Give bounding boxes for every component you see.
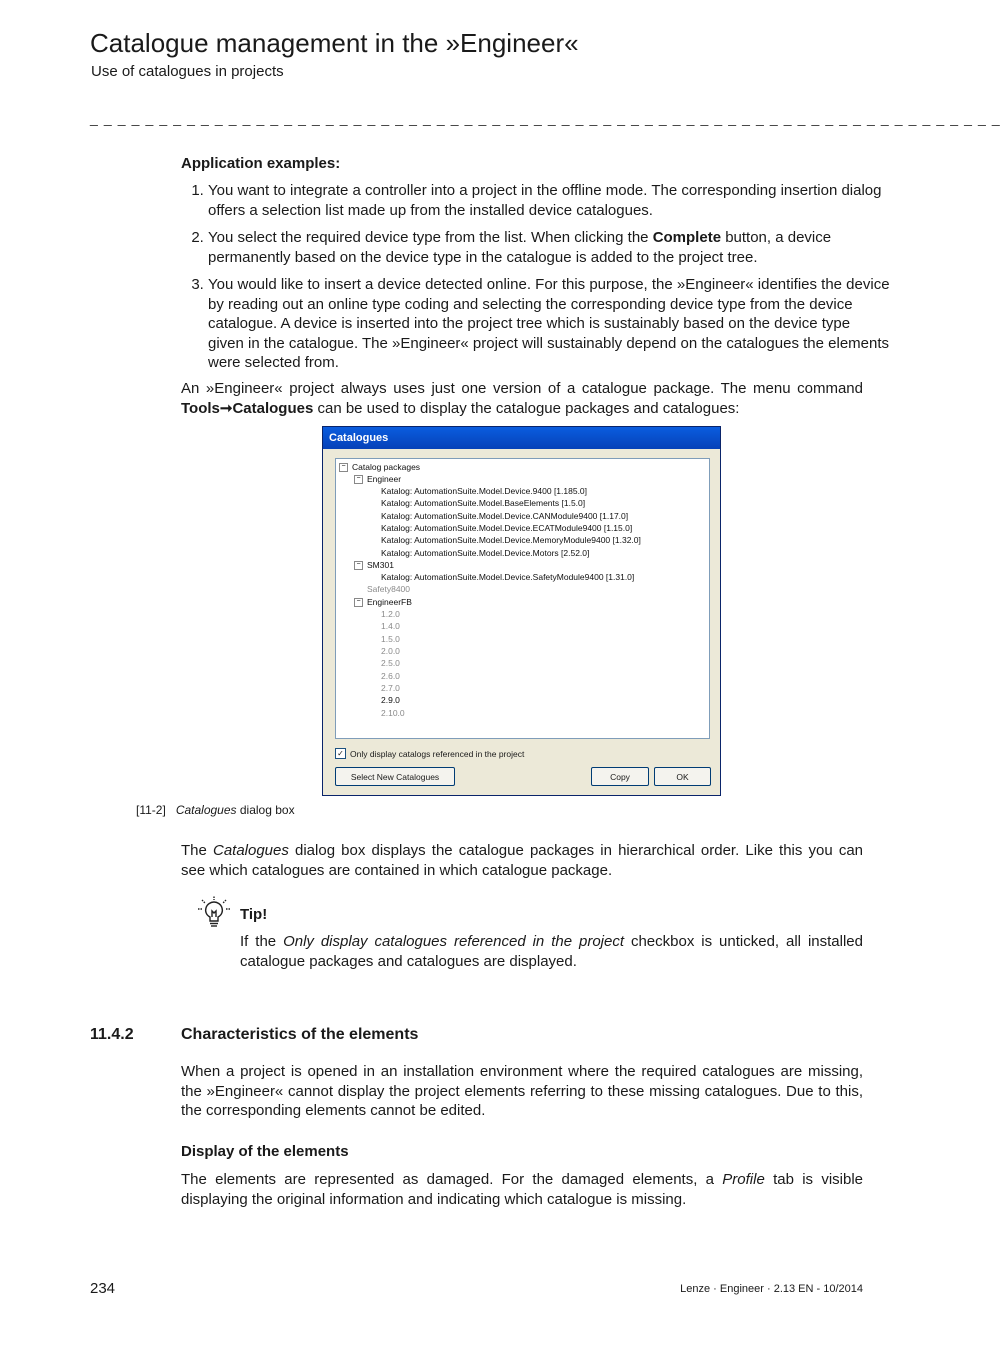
checkbox-label: Only display catalogs referenced in the project [350,748,525,759]
select-new-catalogues-button[interactable]: Select New Catalogues [335,767,455,786]
tree-node[interactable]: 1.5.0 [381,634,400,644]
tree-label: Catalog packages [352,462,421,472]
tree-label: Engineer [367,474,402,484]
paragraph-text: An »Engineer« project always uses just one version of a catalogue package. The menu command [181,380,863,397]
lightbulb-icon [197,896,231,930]
tree-node-engineerfb[interactable] [354,596,412,608]
tree-node-safety[interactable]: Safety8400 [367,584,411,594]
examples-list [181,181,890,381]
tree-node[interactable]: Katalog: AutomationSuite.Model.Device.Motors [2.52.0] [381,548,590,558]
section-number: 11.4.2 [90,1026,134,1043]
section-title: Characteristics of the elements [181,1026,419,1043]
list-item [208,228,890,267]
paragraph-text: tab is visible displaying the original information and indicating which catalogue is missing. [181,1171,863,1208]
tree-node[interactable]: 2.10.0 [381,708,405,718]
tree-node[interactable]: 1.2.0 [381,609,400,619]
tree-node-sm301[interactable] [354,559,394,571]
page-number: 234 [90,1280,116,1297]
display-paragraph [181,1170,863,1209]
paragraph-text: dialog box displays the catalogue packages in hierarchical order. Like this you can see which catalogues are contained in which catalogue package. [181,842,864,879]
tip-text [240,932,863,971]
list-item-text: button, a device permanently based on the device type in the catalogue is added to the project tree. [208,229,832,266]
caption-number: [11-2] [136,803,166,817]
caption-italic: Catalogues [175,803,237,817]
tree-label: EngineerFB [367,597,412,607]
paragraph-text: The [181,842,213,859]
collapse-icon[interactable]: − [354,475,363,484]
tree-node[interactable]: 2.0.0 [381,646,400,656]
footer-info: Lenze · Engineer · 2.13 EN - 10/2014 [680,1283,863,1295]
tip-text-part: checkbox is unticked, all installed catalogue packages and catalogues are displayed. [240,933,863,970]
collapse-icon[interactable]: − [354,598,363,607]
tree-node-root[interactable] [339,461,420,473]
list-item-text: You want to integrate a controller into a project in the offline mode. The corresponding insertion dialog offers a selection list made up from the installed device catalogues. [208,182,882,219]
page-subtitle: Use of catalogues in projects [91,63,284,80]
catalogues-dialog [322,426,721,796]
tree-node[interactable]: 2.7.0 [381,683,400,693]
tree-node-engineer[interactable] [354,473,401,485]
figure-caption [136,803,295,817]
paragraph-italic: Catalogues [212,842,289,859]
header-rule: _ _ _ _ _ _ _ _ _ _ _ _ _ _ _ _ _ _ _ _ _ _ _ _ _ _ _ _ _ _ _ _ _ _ _ _ _ _ _ _ _ _ _ _ _ _ _ _ _ _ _ _ _ _ _ _ _ _ _ _ _ _ _ _ _ _ [90,110,1001,126]
list-item [208,181,890,220]
tree-node[interactable]: Katalog: AutomationSuite.Model.Device.MemoryModule9400 [1.32.0] [381,535,641,545]
tree-node[interactable]: Katalog: AutomationSuite.Model.Device.SafetyModule9400 [1.31.0] [381,572,635,582]
tree-node[interactable]: Katalog: AutomationSuite.Model.Device.ECATModule9400 [1.15.0] [381,523,633,533]
tip-italic: Only display catalogues referenced in the project [283,933,625,950]
tree-node[interactable]: Katalog: AutomationSuite.Model.Device.CANModule9400 [1.17.0] [381,511,629,521]
collapse-icon[interactable]: − [339,463,348,472]
tree-node[interactable]: 2.5.0 [381,658,400,668]
checkmark-icon[interactable]: ✓ [335,748,346,759]
examples-heading: Application examples: [181,155,341,172]
tree-node[interactable]: Katalog: AutomationSuite.Model.Device.9400 [1.185.0] [381,486,588,496]
tip-heading: Tip! [240,906,268,923]
menu-command: Tools➞Catalogues [181,399,314,417]
paragraph-text: can be used to display the catalogue packages and catalogues: [313,399,740,417]
tree-label: SM301 [367,560,394,570]
list-item-text: You select the required device type from the list. When clicking the [208,229,653,246]
subsection-heading: Display of the elements [181,1143,349,1160]
catalog-tree[interactable] [335,458,710,739]
page-title: Catalogue management in the »Engineer« [90,28,579,58]
caption-text: dialog box [236,803,295,817]
referenced-only-checkbox[interactable] [335,748,524,759]
dialog-title: Catalogues [323,427,720,449]
catalogue-paragraph [181,379,863,418]
dialog-description [181,841,863,880]
complete-keyword: Complete [652,229,722,246]
collapse-icon[interactable]: − [354,561,363,570]
copy-button[interactable]: Copy [591,767,649,786]
section-paragraph: When a project is opened in an installation environment where the required catalogues are missing, the »Engineer« cannot display the project elements referring to these missing catalogues. Due to this, the corresponding elements cannot be edited. [181,1063,863,1119]
tree-node[interactable]: 2.6.0 [381,671,400,681]
list-item-text: You would like to insert a device detected online. For this purpose, the »Engineer« identifies the device by reading out an online type coding and selecting the corresponding device type from the device catalogue. A device is inserted into the project tree which is sustainably based on the device type given in the catalogue. The »Engineer« project will sustainably depend on the catalogues the elements were selected from. [208,276,890,371]
tree-node[interactable]: 1.4.0 [381,621,400,631]
tree-node[interactable]: 2.9.0 [381,695,400,705]
paragraph-italic: Profile [722,1171,765,1188]
paragraph-text: The elements are represented as damaged. For the damaged elements, a [181,1171,723,1188]
tree-node[interactable]: Katalog: AutomationSuite.Model.BaseElements [1.5.0] [381,498,586,508]
list-item [208,275,890,373]
tip-text-part: If the [240,933,284,950]
ok-button[interactable]: OK [654,767,711,786]
